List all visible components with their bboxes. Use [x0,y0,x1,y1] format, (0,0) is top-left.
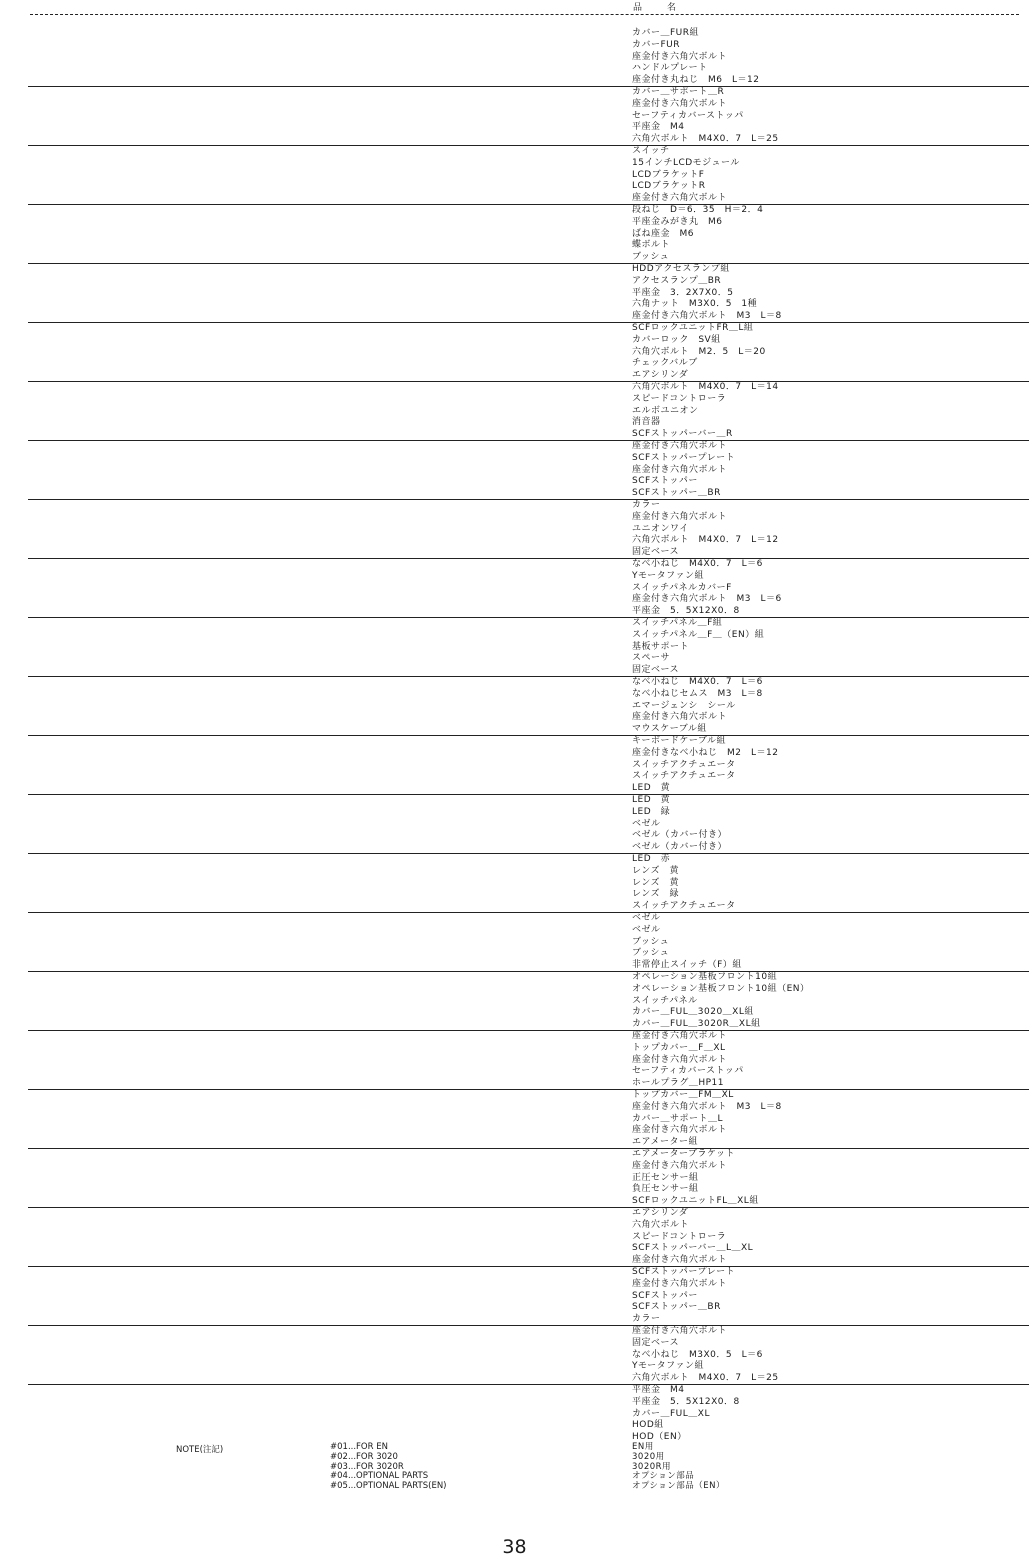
part-name: マウスケーブル組 [632,724,707,735]
page-number: 38 [502,1536,527,1558]
part-name: セーフティカバーストッパ [632,110,744,121]
parts-group [0,1208,1029,1267]
part-name: 座金付き丸ねじ M6 L＝12 [632,75,760,86]
part-name: ベゼル（カバー付き） [632,842,728,853]
part-name: スイッチアクチュエータ [632,759,736,770]
parts-group [0,854,1029,913]
part-name: 座金付き六角穴ボルト M3 L＝6 [632,594,782,605]
part-name: 固定ベース [632,665,680,676]
parts-group [0,382,1029,441]
parts-group [0,500,1029,559]
note-japanese: オプション部品（EN） [632,1481,725,1492]
part-name: スピードコントローラ [632,1231,727,1242]
part-name: 六角穴ボルト M4X0．7 L＝12 [632,535,779,546]
part-name: スイッチアクチュエータ [632,901,736,912]
part-name: エアシリンダ [632,1208,689,1218]
parts-group [0,618,1029,677]
parts-list [0,28,1029,1445]
note-code: #02...FOR 3020 [330,1451,398,1462]
note-code: #01...FOR EN [330,1442,388,1452]
part-name: 六角穴ボルト [632,1219,690,1230]
parts-group [0,323,1029,382]
part-name: スイッチパネル＿F＿（EN）組 [632,629,765,640]
part-name: なべ小ねじ M4X0．7 L＝6 [632,559,763,569]
part-name: SCFストッパープレート [632,452,736,463]
part-name: 平座金 M4 [632,122,685,133]
part-name: 正圧センサー組 [632,1172,699,1183]
part-name: カバーFUR [632,39,681,50]
part-name: レンズ 黄 [632,877,680,888]
part-name: LED 緑 [632,806,671,817]
part-name: 座金付き六角穴ボルト M3 L＝8 [632,1101,782,1112]
column-header-part-name: 品 名 [633,3,685,13]
parts-group [0,972,1029,1031]
part-name: エルボユニオン [632,405,699,416]
part-name: カラー [632,500,661,510]
part-name: ベゼル [632,818,661,829]
part-name: カバーロック SV組 [632,334,721,345]
part-name: アクセスランプ＿BR [632,275,722,286]
part-name: LCDブラケットR [632,181,706,192]
part-name: SCFストッパー [632,476,698,487]
part-name: カバー＿FUR組 [632,28,700,38]
part-name: 平座金 5．5X12X0．8 [632,606,740,617]
part-name: カバー＿サポート＿L [632,1113,724,1124]
part-name: 座金付き六角穴ボルト [632,1160,728,1171]
parts-group [0,205,1029,264]
parts-group [0,677,1029,736]
part-name: 15インチLCDモジュール [632,157,740,168]
parts-group [0,1090,1029,1149]
parts-group [0,28,1029,87]
part-name: ブッシュ [632,936,670,947]
part-name: 段ねじ D＝6．35 H＝2．4 [632,205,764,215]
note-code: #05...OPTIONAL PARTS(EN) [330,1481,447,1492]
part-name: エアメーターブラケット [632,1149,736,1159]
part-name: SCFストッパー＿BR [632,1302,721,1313]
part-name: 消音器 [632,417,661,428]
part-name: 六角穴ボルト M2．5 L＝20 [632,346,766,357]
part-name: トップカバー＿FM＿XL [632,1090,734,1100]
part-name: HOD（EN） [632,1432,687,1443]
part-name: スピードコントローラ [632,393,727,404]
parts-group [0,1149,1029,1208]
part-name: 座金付き六角穴ボルト [632,441,728,451]
part-name: 座金付き六角穴ボルト [632,1326,728,1336]
part-name: LED 赤 [632,854,671,864]
part-name: SCFストッパープレート [632,1267,736,1277]
part-name: 基板サポート [632,641,690,652]
part-name: ホールプラグ＿HP11 [632,1078,724,1089]
part-name: エアシリンダ [632,370,689,381]
note-code: #04...OPTIONAL PARTS [330,1471,429,1482]
part-name: なべ小ねじ M4X0．7 L＝6 [632,677,763,687]
parts-group [0,1031,1029,1090]
note-japanese: 3020用 [632,1451,665,1462]
part-name: ベゼル（カバー付き） [632,830,728,841]
part-name: セーフティカバーストッパ [632,1066,744,1077]
parts-group [0,441,1029,500]
part-name: チェックバルブ [632,358,698,369]
part-name: カバー＿FUL＿3020＿XL組 [632,1007,754,1018]
part-name: 六角穴ボルト M4X0．7 L＝25 [632,1373,779,1384]
part-name: スイッチパネル＿F組 [632,618,723,628]
part-name: 平座金 5．5X12X0．8 [632,1396,740,1407]
part-name: SCFストッパー [632,1290,698,1301]
part-name: 蝶ボルト [632,240,671,251]
part-name: 固定ベース [632,1337,680,1348]
part-name: エマージェンシ シール [632,700,736,711]
part-name: LED 黄 [632,783,671,794]
part-name: レンズ 緑 [632,889,680,900]
part-name: 六角穴ボルト M4X0．7 L＝14 [632,382,779,392]
part-name: スイッチアクチュエータ [632,771,736,782]
part-name: SCFロックユニットFR＿L組 [632,323,754,333]
part-name: ベゼル [632,913,661,923]
part-name: ばね座金 M6 [632,228,694,239]
part-name: オペレーション基板フロント10組（EN） [632,983,810,994]
part-name: 座金付き六角穴ボルト [632,193,728,204]
part-name: 座金付き六角穴ボルト [632,464,728,475]
part-name: 座金付き六角穴ボルト [632,51,728,62]
part-name: カバー＿FUL＿XL [632,1408,710,1419]
part-name: スイッチパネル [632,995,698,1006]
part-name: カラー [632,1314,661,1325]
part-name: トップカバー＿F＿XL [632,1042,726,1053]
part-name: 六角ナット M3X0．5 1種 [632,299,758,310]
part-name: HDDアクセスランプ組 [632,264,730,274]
part-name: Yモータファン組 [632,1361,704,1372]
part-name: 座金付き六角穴ボルト [632,1031,728,1041]
part-name: SCFロックユニットFL＿XL組 [632,1196,759,1207]
part-name: 座金付き六角穴ボルト M3 L＝8 [632,311,782,322]
part-name: 座金付き六角穴ボルト [632,1125,728,1136]
part-name: スイッチパネルカバーF [632,582,732,593]
part-name: LCDブラケットF [632,169,705,180]
part-name: レンズ 黄 [632,865,680,876]
parts-group [0,559,1029,618]
part-name: 平座金 3．2X7X0．5 [632,287,734,298]
part-name: 平座金 M4 [632,1385,685,1395]
part-name: 座金付き六角穴ボルト [632,1054,728,1065]
part-name: エアメーター組 [632,1137,698,1148]
part-name: 座金付きなべ小ねじ M2 L＝12 [632,747,779,758]
header-dashed-rule [30,14,1019,15]
part-name: SCFストッパーバー＿R [632,429,733,440]
parts-group [0,795,1029,854]
notes-section [0,1443,1029,1503]
parts-group [0,1267,1029,1326]
part-name: 固定ベース [632,547,680,558]
part-name: 非常停止スイッチ（F）組 [632,960,742,971]
note-japanese: EN用 [632,1442,654,1452]
part-name: 座金付き六角穴ボルト [632,712,728,723]
note-code: #03...FOR 3020R [330,1461,404,1472]
part-name: SCFストッパーバー＿L＿XL [632,1243,754,1254]
part-name: ブッシュ [632,948,670,959]
part-name: ブッシュ [632,252,670,263]
part-name: スペーサ [632,653,671,664]
part-name: LED 黄 [632,795,671,805]
part-name: 六角穴ボルト M4X0．7 L＝25 [632,134,779,145]
note-japanese: 3020R用 [632,1461,672,1472]
part-name: オペレーション基板フロント10組 [632,972,778,982]
parts-group [0,87,1029,146]
part-name: カバー＿サポート＿R [632,87,725,97]
part-name: 座金付き六角穴ボルト [632,511,728,522]
part-name: 平座金みがき丸 M6 [632,216,723,227]
part-name: 座金付き六角穴ボルト [632,98,728,109]
part-name: 負圧センサー組 [632,1184,699,1195]
part-name: SCFストッパー＿BR [632,488,721,499]
parts-group [0,913,1029,972]
parts-group [0,1326,1029,1385]
part-name: 座金付き六角穴ボルト [632,1255,728,1266]
part-name: スイッチ [632,146,670,156]
notes-title: NOTE(注記) [176,1445,224,1455]
part-name: HOD組 [632,1420,664,1431]
part-name: カバー＿FUL＿3020R＿XL組 [632,1019,761,1030]
part-name: ハンドルプレート [632,63,708,74]
parts-group [0,1385,1029,1445]
parts-group [0,736,1029,795]
part-name: ベゼル [632,924,661,935]
note-japanese: オプション部品 [632,1471,695,1482]
part-name: なべ小ねじ M3X0．5 L＝6 [632,1349,763,1360]
parts-group [0,264,1029,323]
part-name: ユニオンワイ [632,523,689,534]
part-name: なべ小ねじセムス M3 L＝8 [632,688,763,699]
part-name: キーボードケーブル組 [632,736,727,746]
part-name: Yモータファン組 [632,570,704,581]
part-name: 座金付き六角穴ボルト [632,1278,728,1289]
parts-group [0,146,1029,205]
